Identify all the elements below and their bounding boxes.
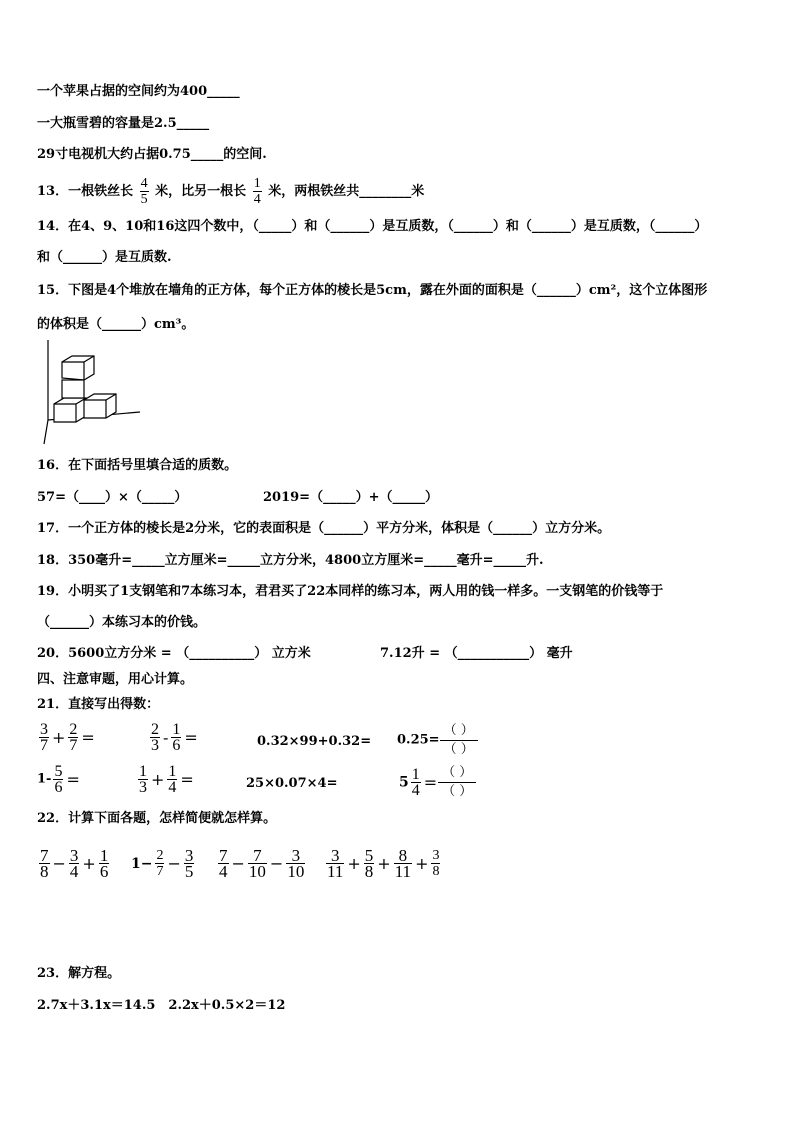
line-sprite: 一大瓶雪碧的容量是2.5_____ — [37, 116, 210, 131]
q21-r2-c1: 1- $\frac{5}{6}$ = — [37, 763, 80, 796]
question-14-line2: 和（______）是互质数. — [37, 250, 172, 265]
question-20-b: 7.12升 = （___________） 毫升 — [380, 646, 573, 661]
question-14-line1: 14．在4、9、10和16这四个数中，（_____）和（______）是互质数，（______）和（______）是互质数，（______） — [37, 219, 708, 234]
question-19-line2: （______）本练习本的价钱。 — [37, 615, 207, 630]
question-19-line1: 19．小明买了1支钢笔和7本练习本，君君买了22本同样的练习本，两人用的钱一样多。一支钢笔的价钱等于 — [37, 584, 664, 599]
question-17: 17．一个正方体的棱长是2分米，它的表面积是（______）平方分米，体积是（______）立方分米。 — [37, 521, 611, 536]
q22-expr-4: $\frac{3}{11}$ + $\frac{5}{8}$ + $\frac{8}{11}$ + $\frac{3}{8}$ — [327, 846, 440, 881]
q21-r2-c3: 25×0.07×4= — [246, 776, 338, 791]
q21-r2-c4: 5 $\frac{1}{4}$ = $\frac{( )}{( )}$ — [399, 764, 476, 801]
line-apple: 一个苹果占据的空间约为400_____ — [37, 84, 240, 99]
q22-expr-3: $\frac{7}{4}$ − $\frac{7}{10}$ − $\frac{3}{10}$ — [219, 846, 305, 881]
question-18: 18．350毫升=_____立方厘米=_____立方分米，4800立方厘米=_____毫升=_____升. — [37, 553, 544, 568]
q13-text-b: 米，比另一根长 — [155, 184, 247, 199]
question-16: 16．在下面括号里填合适的质数。 — [37, 458, 238, 473]
fraction-4-5: $\frac{4}{5}$ — [140, 176, 148, 207]
q21-r1-c1: $\frac{3}{7}$ + $\frac{2}{7}$ = — [40, 721, 95, 754]
line-tv: 29寸电视机大约占据0.75_____的空间. — [37, 147, 267, 162]
q13-text-c: 米，两根铁丝共________米 — [268, 184, 425, 199]
question-15-line1: 15．下图是4个堆放在墙角的正方体，每个正方体的棱长是5cm，露在外面的面积是（______）cm²，这个立体图形 — [37, 283, 708, 298]
q13-text-a: 13．一根铁丝长 — [37, 184, 134, 199]
question-15-line2: 的体积是（______）cm³。 — [37, 317, 195, 332]
q21-r2-c2: $\frac{1}{3}$ + $\frac{1}{4}$ = — [139, 763, 194, 796]
q21-r1-c3: 0.32×99+0.32= — [257, 734, 372, 749]
question-16-b: 2019=（_____）+（_____） — [263, 490, 438, 505]
question-20-a: 20．5600立方分米 = （__________） 立方米 — [37, 646, 311, 661]
q21-r1-c2: $\frac{2}{3}$ - $\frac{1}{6}$ = — [151, 721, 198, 754]
fraction-1-4: $\frac{1}{4}$ — [253, 176, 261, 207]
question-21: 21．直接写出得数： — [37, 697, 160, 712]
question-13 — [37, 176, 424, 207]
q22-expr-2: 1− $\frac{2}{7}$ − $\frac{3}{5}$ — [131, 846, 194, 881]
question-22: 22．计算下面各题，怎样简便就怎样算。 — [37, 811, 277, 826]
question-23-equations: 2.7x＋3.1x＝14.5 2.2x＋0.5×2＝12 — [37, 998, 286, 1013]
question-16-a: 57=（____）×（_____） — [37, 490, 188, 505]
question-23: 23．解方程。 — [37, 966, 121, 981]
q22-expr-1: $\frac{7}{8}$ − $\frac{3}{4}$ + $\frac{1}{6}$ — [40, 846, 109, 881]
section-4-heading: 四、注意审题，用心计算。 — [37, 672, 194, 687]
q21-r1-c4: 0.25= $\frac{( )}{( )}$ — [397, 722, 478, 759]
stacked-cubes-diagram — [40, 340, 150, 446]
